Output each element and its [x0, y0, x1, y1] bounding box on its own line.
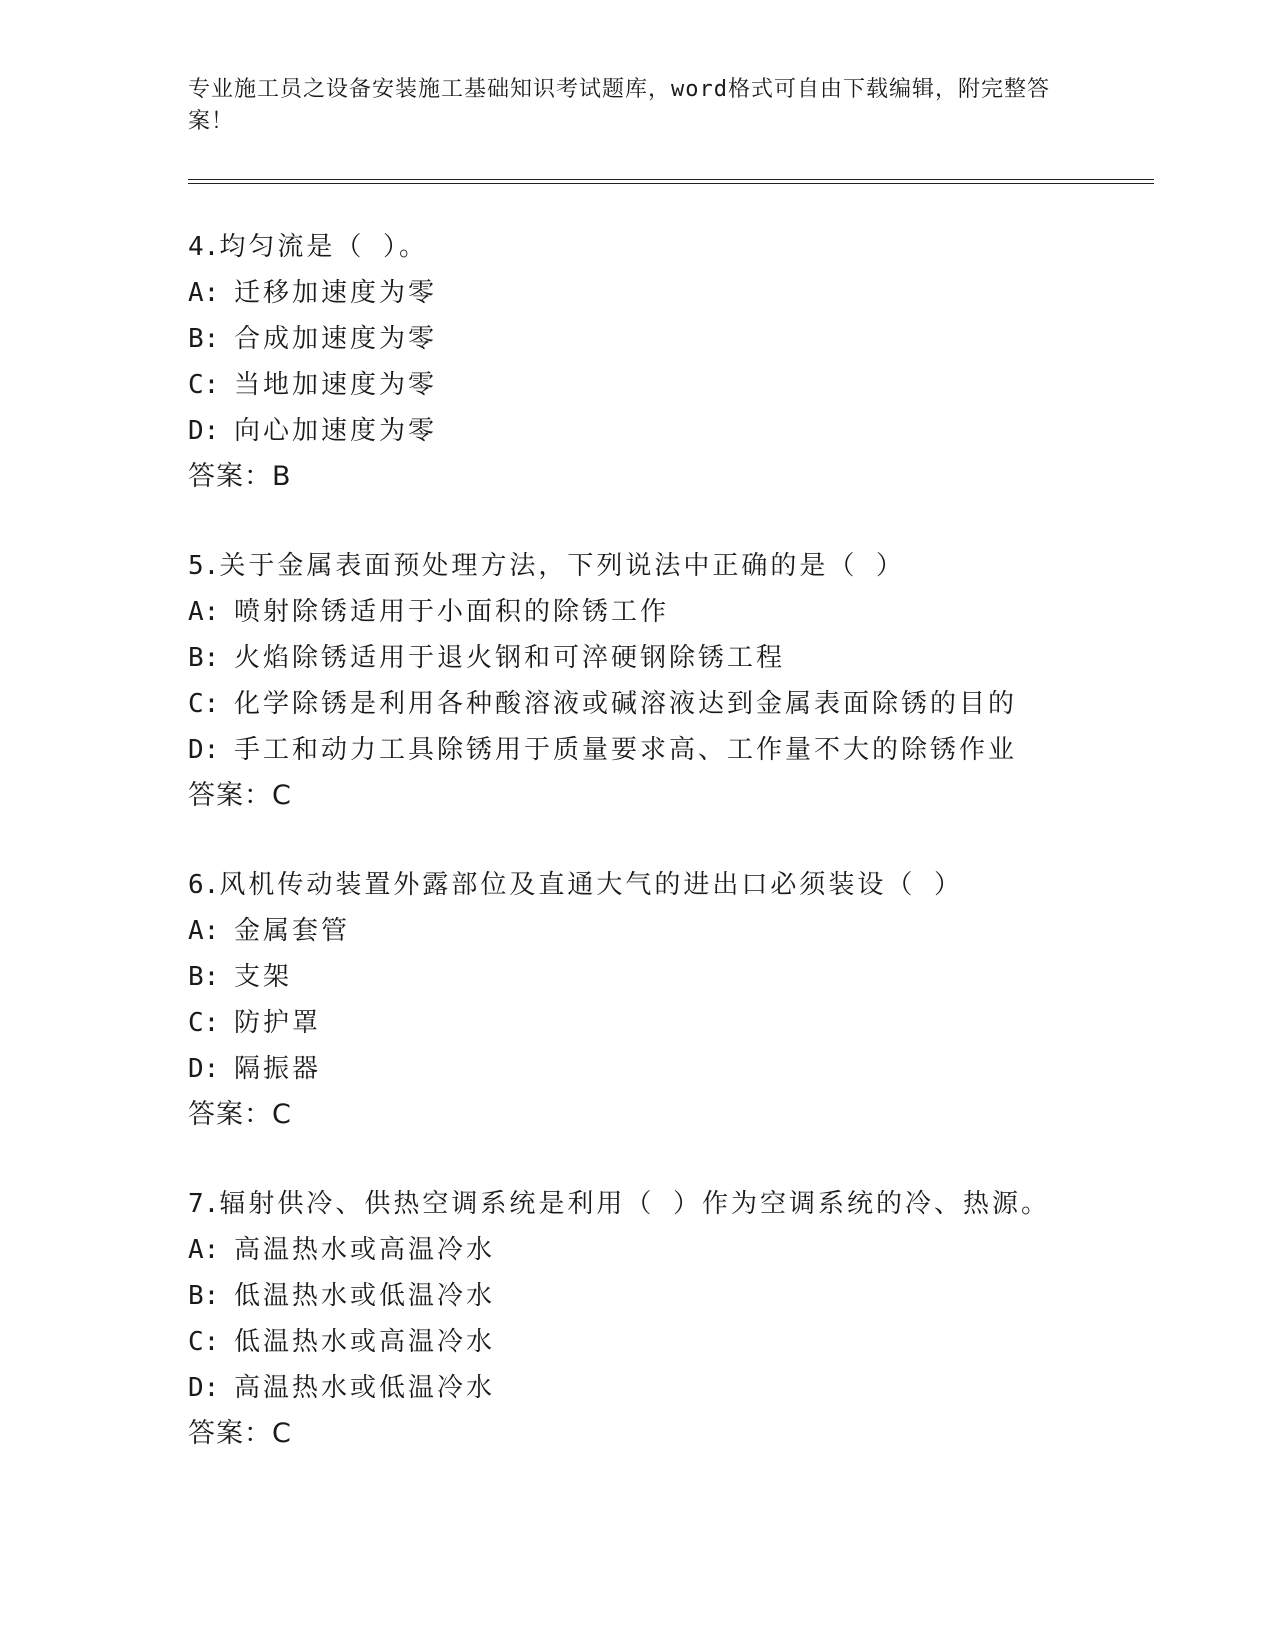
option-d: [188, 408, 1148, 454]
option-label: C:: [188, 1008, 220, 1038]
question-text: 辐射供冷、供热空调系统是利用（ ）作为空调系统的冷、热源。: [219, 1189, 1050, 1219]
option-b: [188, 635, 1148, 681]
option-b: [188, 316, 1148, 362]
question-stem: [188, 1181, 1148, 1227]
answer-line: [188, 454, 1148, 500]
option-d: [188, 727, 1148, 773]
answer-value: C: [272, 780, 292, 811]
question-number: 4.: [188, 232, 220, 262]
question-stem: [188, 862, 1148, 908]
answer-prefix: 答案：: [188, 461, 272, 492]
question-number: 7.: [188, 1189, 220, 1219]
document-header: 专业施工员之设备安装施工基础知识考试题库，word格式可自由下载编辑，附完整答案！: [188, 77, 1050, 134]
answer-line: [188, 1411, 1148, 1457]
question-text: 关于金属表面预处理方法，下列说法中正确的是（ ）: [219, 551, 905, 581]
option-label: D:: [188, 416, 220, 446]
option-label: C:: [188, 370, 220, 400]
answer-line: [188, 1092, 1148, 1138]
answer-value: B: [272, 461, 292, 492]
header-divider-bottom: [188, 183, 1154, 184]
header-divider-top: [188, 179, 1154, 180]
option-d: [188, 1046, 1148, 1092]
option-text: 手工和动力工具除锈用于质量要求高、工作量不大的除锈作业: [234, 735, 1018, 765]
question-stem: [188, 224, 1148, 270]
question-4: [188, 224, 1148, 500]
option-label: A:: [188, 278, 220, 308]
answer-value: C: [272, 1418, 292, 1449]
option-label: B:: [188, 962, 220, 992]
option-text: 支架: [234, 962, 293, 992]
option-text: 防护罩: [234, 1008, 322, 1038]
answer-value: C: [272, 1099, 292, 1130]
option-label: A:: [188, 597, 220, 627]
answer-line: [188, 773, 1148, 819]
question-number: 6.: [188, 870, 220, 900]
option-text: 火焰除锈适用于退火钢和可淬硬钢除锈工程: [234, 643, 786, 673]
option-text: 喷射除锈适用于小面积的除锈工作: [234, 597, 670, 627]
option-c: [188, 1000, 1148, 1046]
question-number: 5.: [188, 551, 220, 581]
option-text: 低温热水或高温冷水: [234, 1327, 496, 1357]
option-label: A:: [188, 916, 220, 946]
option-b: [188, 1273, 1148, 1319]
option-text: 低温热水或低温冷水: [234, 1281, 496, 1311]
option-d: [188, 1365, 1148, 1411]
option-a: [188, 908, 1148, 954]
option-label: D:: [188, 735, 220, 765]
option-a: [188, 270, 1148, 316]
question-text: 均匀流是（ ）。: [219, 232, 428, 262]
option-label: D:: [188, 1373, 220, 1403]
option-text: 金属套管: [234, 916, 351, 946]
option-text: 隔振器: [234, 1054, 322, 1084]
option-label: B:: [188, 643, 220, 673]
question-6: [188, 862, 1148, 1138]
option-label: D:: [188, 1054, 220, 1084]
answer-prefix: 答案：: [188, 1099, 272, 1130]
answer-prefix: 答案：: [188, 780, 272, 811]
question-stem: [188, 543, 1148, 589]
option-text: 当地加速度为零: [234, 370, 438, 400]
option-label: A:: [188, 1235, 220, 1265]
option-a: [188, 1227, 1148, 1273]
option-text: 向心加速度为零: [234, 416, 438, 446]
question-5: [188, 543, 1148, 819]
option-label: C:: [188, 689, 220, 719]
option-text: 迁移加速度为零: [234, 278, 438, 308]
option-label: C:: [188, 1327, 220, 1357]
option-c: [188, 681, 1148, 727]
option-text: 高温热水或高温冷水: [234, 1235, 496, 1265]
option-label: B:: [188, 324, 220, 354]
answer-prefix: 答案：: [188, 1418, 272, 1449]
option-b: [188, 954, 1148, 1000]
question-text: 风机传动装置外露部位及直通大气的进出口必须装设（ ）: [219, 870, 963, 900]
option-c: [188, 1319, 1148, 1365]
question-7: [188, 1181, 1148, 1457]
option-text: 合成加速度为零: [234, 324, 438, 354]
option-label: B:: [188, 1281, 220, 1311]
option-text: 高温热水或低温冷水: [234, 1373, 496, 1403]
option-c: [188, 362, 1148, 408]
option-a: [188, 589, 1148, 635]
option-text: 化学除锈是利用各种酸溶液或碱溶液达到金属表面除锈的目的: [234, 689, 1018, 719]
